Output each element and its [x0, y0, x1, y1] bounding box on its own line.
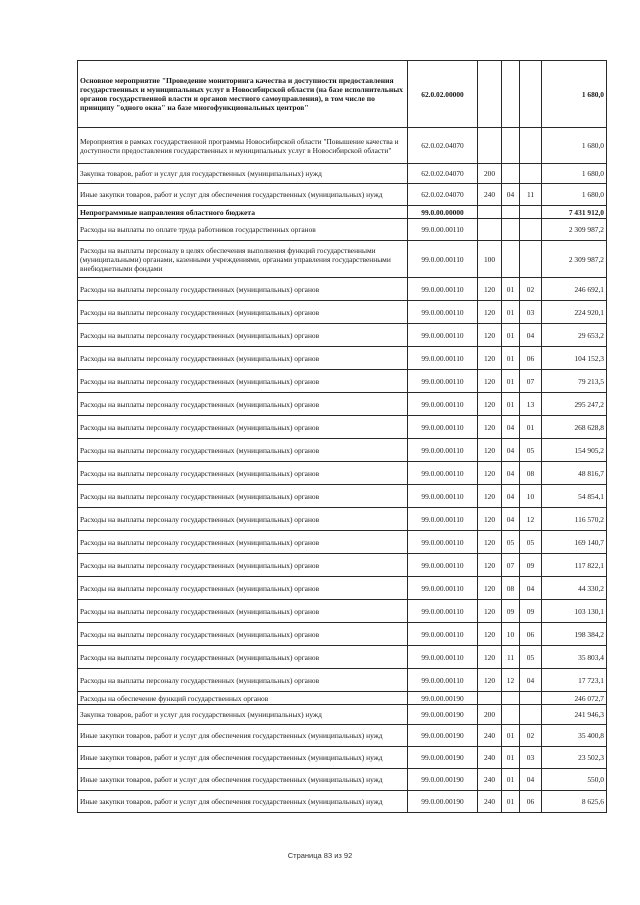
- row-name-cell: Непрограммные направления областного бюджета: [78, 206, 408, 219]
- row-code-cell: 99.0.00.00110: [408, 416, 478, 439]
- row-sum-cell: 154 905,2: [542, 439, 607, 462]
- row-subsection-cell: [520, 128, 542, 164]
- row-code-cell: 62.0.02.04070: [408, 128, 478, 164]
- row-expense-type-cell: 120: [478, 301, 502, 324]
- row-name-cell: Иные закупки товаров, работ и услуг для обеспечения государственных (муниципальных) нужд: [78, 747, 408, 769]
- table-row: [78, 485, 607, 508]
- row-name-cell: Расходы на выплаты персоналу в целях обеспечения выполнения функций государственными (муниципальными) органами, казенными учреждениями, органами управления государственными внебюджетными фондами: [78, 241, 408, 278]
- row-sum-cell: 2 309 987,2: [542, 219, 607, 241]
- row-sum-cell: 54 854,1: [542, 485, 607, 508]
- row-subsection-cell: 05: [520, 646, 542, 669]
- page-footer: Страница 83 из 92: [287, 851, 353, 860]
- row-code-cell: 99.0.00.00110: [408, 554, 478, 577]
- row-expense-type-cell: 200: [478, 705, 502, 725]
- row-expense-type-cell: 120: [478, 646, 502, 669]
- row-name-cell: Расходы на обеспечение функций государственных органов: [78, 692, 408, 705]
- row-subsection-cell: 09: [520, 600, 542, 623]
- row-name-cell: Закупка товаров, работ и услуг для государственных (муниципальных) нужд: [78, 164, 408, 184]
- row-sum-cell: 116 570,2: [542, 508, 607, 531]
- row-code-cell: 99.0.00.00190: [408, 747, 478, 769]
- row-code-cell: 99.0.00.00110: [408, 669, 478, 692]
- row-name-cell: Закупка товаров, работ и услуг для государственных (муниципальных) нужд: [78, 705, 408, 725]
- row-expense-type-cell: [478, 61, 502, 128]
- row-sum-cell: 1 680,0: [542, 184, 607, 206]
- row-section-cell: 05: [502, 531, 520, 554]
- row-sum-cell: 268 628,8: [542, 416, 607, 439]
- row-expense-type-cell: 120: [478, 370, 502, 393]
- row-section-cell: 10: [502, 623, 520, 646]
- row-sum-cell: 23 502,3: [542, 747, 607, 769]
- row-sum-cell: 224 920,1: [542, 301, 607, 324]
- row-subsection-cell: 05: [520, 439, 542, 462]
- row-expense-type-cell: 120: [478, 324, 502, 347]
- row-sum-cell: 198 384,2: [542, 623, 607, 646]
- row-subsection-cell: 07: [520, 370, 542, 393]
- row-section-cell: 01: [502, 301, 520, 324]
- row-section-cell: [502, 705, 520, 725]
- row-section-cell: 01: [502, 278, 520, 301]
- table-row: [78, 347, 607, 370]
- row-expense-type-cell: 100: [478, 241, 502, 278]
- row-code-cell: 99.0.00.00110: [408, 577, 478, 600]
- row-section-cell: [502, 128, 520, 164]
- row-code-cell: 99.0.00.00110: [408, 393, 478, 416]
- table-row: [78, 669, 607, 692]
- row-subsection-cell: [520, 692, 542, 705]
- row-subsection-cell: 04: [520, 769, 542, 791]
- table-row: [78, 623, 607, 646]
- row-name-cell: Расходы на выплаты персоналу государственных (муниципальных) органов: [78, 577, 408, 600]
- row-expense-type-cell: 120: [478, 623, 502, 646]
- row-section-cell: 01: [502, 747, 520, 769]
- row-section-cell: 07: [502, 554, 520, 577]
- row-name-cell: Расходы на выплаты персоналу государственных (муниципальных) органов: [78, 646, 408, 669]
- row-expense-type-cell: 120: [478, 554, 502, 577]
- row-name-cell: Расходы на выплаты персоналу государственных (муниципальных) органов: [78, 347, 408, 370]
- row-code-cell: 99.0.00.00110: [408, 439, 478, 462]
- row-section-cell: 04: [502, 439, 520, 462]
- row-code-cell: 99.0.00.00110: [408, 301, 478, 324]
- row-code-cell: 62.0.02.04070: [408, 184, 478, 206]
- row-subsection-cell: 03: [520, 301, 542, 324]
- table-row: [78, 600, 607, 623]
- row-section-cell: [502, 206, 520, 219]
- row-section-cell: 11: [502, 646, 520, 669]
- row-subsection-cell: [520, 206, 542, 219]
- row-subsection-cell: 04: [520, 577, 542, 600]
- row-expense-type-cell: 120: [478, 462, 502, 485]
- row-expense-type-cell: 120: [478, 416, 502, 439]
- row-name-cell: Расходы на выплаты персоналу государственных (муниципальных) органов: [78, 485, 408, 508]
- table-row: [78, 747, 607, 769]
- row-subsection-cell: [520, 219, 542, 241]
- row-code-cell: 99.0.00.00190: [408, 769, 478, 791]
- row-name-cell: Расходы на выплаты персоналу государственных (муниципальных) органов: [78, 393, 408, 416]
- row-name-cell: Расходы на выплаты персоналу государственных (муниципальных) органов: [78, 416, 408, 439]
- row-section-cell: [502, 164, 520, 184]
- row-section-cell: 04: [502, 485, 520, 508]
- row-section-cell: 12: [502, 669, 520, 692]
- row-section-cell: 08: [502, 577, 520, 600]
- row-section-cell: 01: [502, 791, 520, 813]
- row-code-cell: 99.0.00.00110: [408, 485, 478, 508]
- row-name-cell: Расходы на выплаты персоналу государственных (муниципальных) органов: [78, 324, 408, 347]
- row-section-cell: 04: [502, 462, 520, 485]
- row-name-cell: Мероприятия в рамках государственной программы Новосибирской области "Повышение качества и доступности предоставления государственных и муниципальных услуг в Новосибирской области": [78, 128, 408, 164]
- row-subsection-cell: 04: [520, 669, 542, 692]
- row-name-cell: Основное мероприятие "Проведение мониторинга качества и доступности предоставления государственных и муниципальных услуг в Новосибирской области (на базе исполнительных органов государственной власти и органов местного самоуправления), в том числе по принципу "одного окна" на базе многофункциональных центров": [78, 61, 408, 128]
- table-row: [78, 577, 607, 600]
- row-expense-type-cell: 120: [478, 577, 502, 600]
- budget-table-body: [78, 61, 607, 813]
- row-name-cell: Иные закупки товаров, работ и услуг для обеспечения государственных (муниципальных) нужд: [78, 725, 408, 747]
- table-row: [78, 370, 607, 393]
- row-section-cell: 01: [502, 370, 520, 393]
- row-subsection-cell: 02: [520, 725, 542, 747]
- row-sum-cell: 48 816,7: [542, 462, 607, 485]
- row-section-cell: [502, 241, 520, 278]
- row-name-cell: Расходы на выплаты персоналу государственных (муниципальных) органов: [78, 554, 408, 577]
- row-name-cell: Иные закупки товаров, работ и услуг для обеспечения государственных (муниципальных) нужд: [78, 184, 408, 206]
- row-expense-type-cell: 200: [478, 164, 502, 184]
- row-name-cell: Расходы на выплаты персоналу государственных (муниципальных) органов: [78, 623, 408, 646]
- row-expense-type-cell: 120: [478, 347, 502, 370]
- row-expense-type-cell: 240: [478, 769, 502, 791]
- row-code-cell: 99.0.00.00110: [408, 324, 478, 347]
- row-sum-cell: 79 213,5: [542, 370, 607, 393]
- row-expense-type-cell: 120: [478, 669, 502, 692]
- row-expense-type-cell: 120: [478, 393, 502, 416]
- row-expense-type-cell: 120: [478, 508, 502, 531]
- row-sum-cell: 2 309 987,2: [542, 241, 607, 278]
- row-sum-cell: 1 680,0: [542, 61, 607, 128]
- row-section-cell: 04: [502, 508, 520, 531]
- table-row: [78, 531, 607, 554]
- row-expense-type-cell: [478, 692, 502, 705]
- row-expense-type-cell: 120: [478, 439, 502, 462]
- row-code-cell: 99.0.00.00110: [408, 508, 478, 531]
- row-expense-type-cell: 240: [478, 791, 502, 813]
- row-sum-cell: 295 247,2: [542, 393, 607, 416]
- row-section-cell: 09: [502, 600, 520, 623]
- row-name-cell: Расходы на выплаты персоналу государственных (муниципальных) органов: [78, 462, 408, 485]
- row-sum-cell: 117 822,1: [542, 554, 607, 577]
- row-sum-cell: 169 140,7: [542, 531, 607, 554]
- table-row: [78, 439, 607, 462]
- row-name-cell: Расходы на выплаты персоналу государственных (муниципальных) органов: [78, 531, 408, 554]
- row-sum-cell: 241 946,3: [542, 705, 607, 725]
- row-subsection-cell: 01: [520, 416, 542, 439]
- row-sum-cell: 246 072,7: [542, 692, 607, 705]
- table-row: [78, 462, 607, 485]
- table-row: [78, 241, 607, 278]
- row-section-cell: 01: [502, 769, 520, 791]
- row-expense-type-cell: 120: [478, 278, 502, 301]
- row-subsection-cell: 06: [520, 347, 542, 370]
- row-section-cell: [502, 61, 520, 128]
- row-name-cell: Расходы на выплаты персоналу государственных (муниципальных) органов: [78, 600, 408, 623]
- row-subsection-cell: [520, 705, 542, 725]
- row-code-cell: 99.0.00.00110: [408, 347, 478, 370]
- row-sum-cell: 35 803,4: [542, 646, 607, 669]
- row-name-cell: Расходы на выплаты персоналу государственных (муниципальных) органов: [78, 669, 408, 692]
- row-section-cell: 01: [502, 347, 520, 370]
- row-section-cell: 01: [502, 324, 520, 347]
- row-expense-type-cell: [478, 128, 502, 164]
- row-section-cell: 04: [502, 416, 520, 439]
- row-expense-type-cell: 240: [478, 184, 502, 206]
- table-row: [78, 646, 607, 669]
- table-row: [78, 301, 607, 324]
- row-code-cell: 99.0.00.00110: [408, 600, 478, 623]
- row-subsection-cell: [520, 164, 542, 184]
- row-subsection-cell: [520, 241, 542, 278]
- table-row: [78, 508, 607, 531]
- row-sum-cell: 8 625,6: [542, 791, 607, 813]
- row-sum-cell: 103 130,1: [542, 600, 607, 623]
- row-sum-cell: 246 692,1: [542, 278, 607, 301]
- row-subsection-cell: 13: [520, 393, 542, 416]
- row-subsection-cell: 12: [520, 508, 542, 531]
- row-expense-type-cell: 240: [478, 725, 502, 747]
- row-sum-cell: 7 431 912,0: [542, 206, 607, 219]
- row-code-cell: 99.0.00.00110: [408, 462, 478, 485]
- table-row: [78, 769, 607, 791]
- row-subsection-cell: 06: [520, 623, 542, 646]
- row-subsection-cell: 02: [520, 278, 542, 301]
- row-expense-type-cell: [478, 206, 502, 219]
- row-sum-cell: 104 152,3: [542, 347, 607, 370]
- row-sum-cell: 1 680,0: [542, 164, 607, 184]
- row-name-cell: Расходы на выплаты персоналу государственных (муниципальных) органов: [78, 370, 408, 393]
- row-name-cell: Расходы на выплаты персоналу государственных (муниципальных) органов: [78, 301, 408, 324]
- row-name-cell: Расходы на выплаты персоналу государственных (муниципальных) органов: [78, 278, 408, 301]
- row-code-cell: 99.0.00.00190: [408, 705, 478, 725]
- row-code-cell: 99.0.00.00000: [408, 206, 478, 219]
- table-row: [78, 791, 607, 813]
- row-name-cell: Расходы на выплаты по оплате труда работников государственных органов: [78, 219, 408, 241]
- row-code-cell: 99.0.00.00110: [408, 646, 478, 669]
- row-code-cell: 99.0.00.00190: [408, 791, 478, 813]
- row-subsection-cell: 11: [520, 184, 542, 206]
- row-sum-cell: 35 400,8: [542, 725, 607, 747]
- row-subsection-cell: 08: [520, 462, 542, 485]
- row-section-cell: 01: [502, 393, 520, 416]
- row-code-cell: 99.0.00.00110: [408, 241, 478, 278]
- row-expense-type-cell: 240: [478, 747, 502, 769]
- row-name-cell: Иные закупки товаров, работ и услуг для обеспечения государственных (муниципальных) нужд: [78, 769, 408, 791]
- row-sum-cell: 17 723,1: [542, 669, 607, 692]
- row-section-cell: 04: [502, 184, 520, 206]
- table-row: [78, 705, 607, 725]
- row-name-cell: Иные закупки товаров, работ и услуг для обеспечения государственных (муниципальных) нужд: [78, 791, 408, 813]
- row-name-cell: Расходы на выплаты персоналу государственных (муниципальных) органов: [78, 508, 408, 531]
- row-subsection-cell: 05: [520, 531, 542, 554]
- table-row: [78, 61, 607, 128]
- row-subsection-cell: 10: [520, 485, 542, 508]
- row-code-cell: 99.0.00.00190: [408, 725, 478, 747]
- table-row: [78, 416, 607, 439]
- table-row: [78, 206, 607, 219]
- row-expense-type-cell: [478, 219, 502, 241]
- row-code-cell: 62.0.02.00000: [408, 61, 478, 128]
- row-sum-cell: 550,0: [542, 769, 607, 791]
- row-code-cell: 99.0.00.00110: [408, 278, 478, 301]
- row-code-cell: 62.0.02.04070: [408, 164, 478, 184]
- table-row: [78, 128, 607, 164]
- row-subsection-cell: 06: [520, 791, 542, 813]
- row-subsection-cell: 04: [520, 324, 542, 347]
- table-row: [78, 278, 607, 301]
- row-sum-cell: 1 680,0: [542, 128, 607, 164]
- table-row: [78, 184, 607, 206]
- row-code-cell: 99.0.00.00110: [408, 531, 478, 554]
- row-expense-type-cell: 120: [478, 600, 502, 623]
- row-expense-type-cell: 120: [478, 531, 502, 554]
- table-row: [78, 692, 607, 705]
- row-section-cell: [502, 219, 520, 241]
- row-expense-type-cell: 120: [478, 485, 502, 508]
- table-row: [78, 324, 607, 347]
- row-section-cell: 01: [502, 725, 520, 747]
- row-code-cell: 99.0.00.00110: [408, 623, 478, 646]
- row-subsection-cell: 03: [520, 747, 542, 769]
- row-section-cell: [502, 692, 520, 705]
- table-row: [78, 393, 607, 416]
- table-row: [78, 554, 607, 577]
- table-row: [78, 725, 607, 747]
- row-sum-cell: 29 653,2: [542, 324, 607, 347]
- row-sum-cell: 44 330,2: [542, 577, 607, 600]
- table-row: [78, 164, 607, 184]
- budget-table: [77, 60, 607, 813]
- row-code-cell: 99.0.00.00110: [408, 370, 478, 393]
- row-code-cell: 99.0.00.00110: [408, 219, 478, 241]
- row-code-cell: 99.0.00.00190: [408, 692, 478, 705]
- table-row: [78, 219, 607, 241]
- row-subsection-cell: 09: [520, 554, 542, 577]
- row-subsection-cell: [520, 61, 542, 128]
- row-name-cell: Расходы на выплаты персоналу государственных (муниципальных) органов: [78, 439, 408, 462]
